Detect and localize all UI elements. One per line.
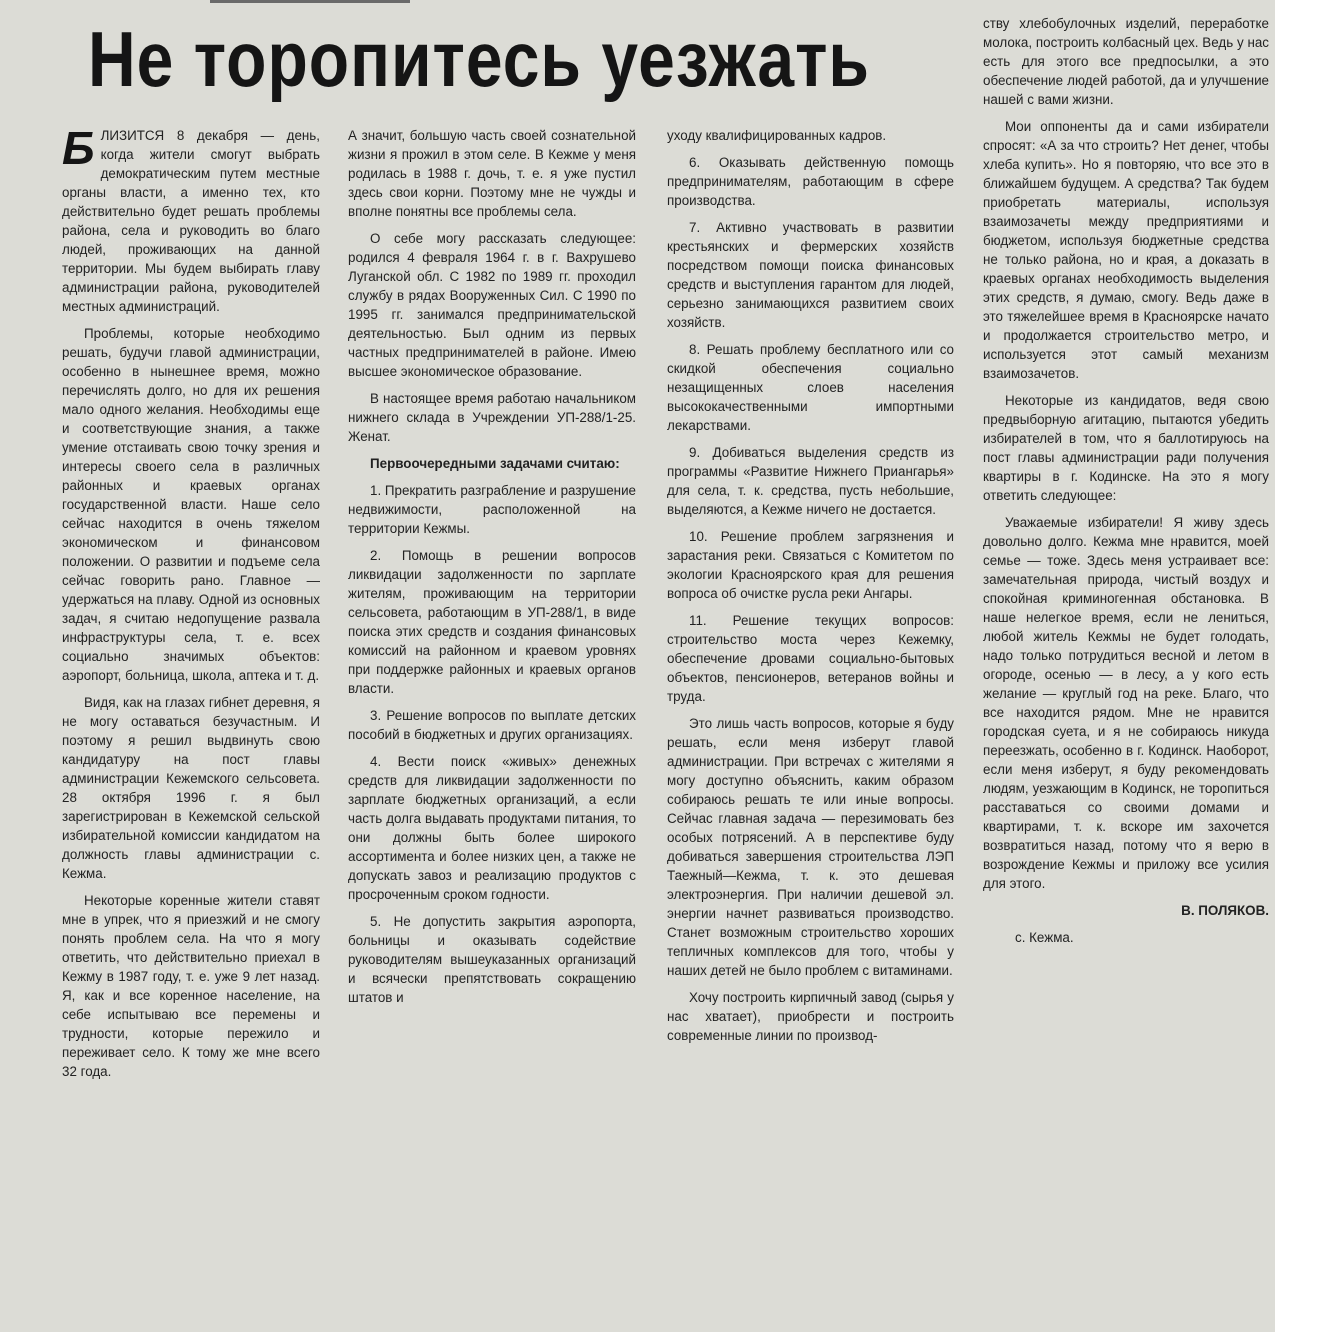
list-item: 11. Решение текущих вопросов: строительство моста через Кежемку, обеспечение дровами социально-бытовых объектов, пенсионеров, ветеранов войны и труда. [667, 613, 954, 704]
list-item: 7. Активно участвовать в развитии крестьянских и фермерских хозяйств посредством помощи поиска финансовых средств и выступления гарантом для людей, серьезно занимающихся развитием своих хозяйств. [667, 220, 954, 330]
paragraph: Некоторые из кандидатов, ведя свою предвыборную агитацию, пытаются убедить избирателей в том, что я баллотируюсь на пост главы администрации ради получения квартиры в г. Кодинске. На это я могу ответить следующее: [983, 393, 1269, 503]
column-1 [62, 126, 320, 1332]
paragraph: А значит, большую часть своей сознательной жизни я прожил в этом селе. В Кежме у меня родилась в 1988 г. дочь, т. е. я уже пустил здесь свои корни. Поэтому мне не чужды и вполне понятны все проблемы села. [348, 128, 636, 219]
list-item: 10. Решение проблем загрязнения и зарастания реки. Связаться с Комитетом по экологии Красноярского края для решения вопроса об очистке русла реки Ангары. [667, 529, 954, 601]
column-4 [983, 14, 1269, 1332]
page-margin [1275, 0, 1321, 1332]
paragraph: ству хлебобулочных изделий, переработке молока, построить колбасный цех. Ведь у нас есть для этого все предпосылки, а это обеспечение людей работой, да и улучшение нашей с вами жизни. [983, 16, 1269, 107]
list-item: 5. Не допустить закрытия аэропорта, больницы и оказывать содействие руководителям вышеуказанных организаций и всячески препятствовать сокращению штатов и [348, 914, 636, 1005]
paragraph: Уважаемые избиратели! Я живу здесь довольно долго. Кежма мне нравится, моей семье — тоже. Здесь меня устраивает все: замечательная природа, чистый воздух и спокойная криминогенная обстановка. В наше нелегкое время, если не лениться, любой житель Кежмы не будет голодать, надо только потрудиться весной и летом в огороде, осенью — в лесу, а у кого есть желание — круглый год на реке. Благо, что все находится рядом. Мне не нравится городская суета, и я не собираюсь никуда переезжать, особенно в г. Кодинск. Наоборот, если меня изберут, я буду рекомендовать людям, уезжающим в Кодинск, не торопиться расставаться со своими домами и квартирами, т. к. вскоре им захочется возвратиться назад, потому что я верю в возрождение Кежмы и приложу все усилия для этого. [983, 515, 1269, 891]
list-item: 1. Прекратить разграбление и разрушение недвижимости, расположенной на территории Кежмы. [348, 483, 636, 536]
list-item: 9. Добиваться выделения средств из программы «Развитие Нижнего Приангарья» для села, т. к. средства, пусть небольшие, выделяются, а Кежме ничего не достается. [667, 445, 954, 517]
paragraph: Хочу построить кирпичный завод (сырья у нас хватает), приобрести и построить современные линии по производ- [667, 990, 954, 1043]
section-heading: Первоочередными задачами считаю: [370, 456, 620, 471]
paragraph: В настоящее время работаю начальником нижнего склада в Учреждении УП-288/1-25. Женат. [348, 391, 636, 444]
paragraph: Мои оппоненты да и сами избиратели спросят: «А за что строить? Нет денег, чтобы хлеба купить». Но я повторяю, что все это в ближайшем будущем. А средства? Так будем приобретать материалы, используя взаимозачеты между предприятиями и бюджетом, используя бюджетные средства не только района, но и края, а доказать в краевых органах необходимость выделения этих средств, я думаю, смогу. Ведь даже в это тяжелейшее время в Красноярске начато и продолжается строительство метро, и используется этот самый механизм взаимозачетов. [983, 119, 1269, 381]
drop-cap: Б [62, 126, 95, 174]
paragraph: О себе могу рассказать следующее: родился 4 февраля 1964 г. в г. Вахрушево Луганской обл. С 1982 по 1989 гг. проходил службу в рядах Вооруженных Сил. С 1990 по 1995 гг. занимался предпринимательской деятельностью. Был одним из первых частных предпринимателей в районе. Имею высшее экономическое образование. [348, 231, 636, 379]
headline: Не торопитесь уезжать [88, 15, 870, 103]
column-2 [348, 126, 636, 1332]
list-item: 2. Помощь в решении вопросов ликвидации задолженности по зарплате жителям, проживающим на территории сельсовета, работающим в УП-288/1, в виде поиска этих средств и создания финансовых комиссий на районном и краевом уровнях при поддержке районных и краевых органов власти. [348, 548, 636, 696]
paragraph: Некоторые коренные жители ставят мне в упрек, что я приезжий и не смогу понять проблем села. На что я могу ответить, что действительно приехал в Кежму в 1987 году, т. е. уже 9 лет назад. Я, как и все коренное население, на себе испытываю все перемены и трудности, которые пережило и переживает село. К тому же мне всего 32 года. [62, 893, 320, 1079]
author-place: с. Кежма. [1015, 930, 1074, 945]
paragraph: БЛИЗИТСЯ 8 декабря — день, когда жители смогут выбрать демократическим путем местные органы власти, а именно тех, кто действительно будет решать проблемы района, села и руководить во благо людей, проживающих на данной территории. Мы будем выбирать главу администрации района, руководителей местных администраций. [62, 126, 320, 314]
list-item: 8. Решать проблему бесплатного или со скидкой обеспечения социально незащищенных слоев населения высококачественными импортными лекарствами. [667, 342, 954, 433]
paragraph: Это лишь часть вопросов, которые я буду решать, если меня изберут главой администрации. При встречах с жителями я могу доступно объяснить, каким образом собираюсь решать те или иные вопросы. Сейчас главная задача — перезимовать без особых потрясений. А в перспективе буду добиваться завершения строительства ЛЭП Таежный—Кежма, т. к. это дешевая электроэнергия. При наличии дешевой эл. энергии начнет развиваться производство. Станет возможным строительство хороших тепличных комплексов для того, чтобы у наших детей не было проблем с витаминами. [667, 716, 954, 978]
list-item: 4. Вести поиск «живых» денежных средств для ликвидации задолженности по зарплате бюджетных организаций, а если часть долга выдавать продуктами питания, то они должны быть более широкого ассортимента и более низких цен, а также не допускать завоз и реализацию продуктов с просроченным сроком годности. [348, 754, 636, 902]
top-rule [210, 0, 410, 3]
paragraph: Видя, как на глазах гибнет деревня, я не могу оставаться безучастным. И поэтому я решил выдвинуть свою кандидатуру на пост главы администрации Кежемского сельсовета. 28 октября 1996 г. я был зарегистрирован в Кежемской сельской избирательной комиссии кандидатом на должность главы администрации с. Кежма. [62, 695, 320, 881]
column-3 [667, 126, 954, 1332]
list-item: 6. Оказывать действенную помощь предпринимателям, работающим в сфере производства. [667, 155, 954, 208]
paragraph: уходу квалифицированных кадров. [667, 128, 887, 143]
paragraph: Проблемы, которые необходимо решать, будучи главой администрации, особенно в нынешнее время, можно перечислять долго, но для их решения мало одного желания. Необходимы еще и соответствующие знания, а также умение отстаивать свою точку зрения и интересы своего села в различных районных и краевых органах государственной власти. Наше село сейчас находится в очень тяжелом экономическом и финансовом положении. О развитии и подъеме села сейчас говорить рано. Главное — удержаться на плаву. Одной из основных задач, я считаю недопущение развала инфраструктуры села, т. е. всех социально значимых объектов: аэропорт, больница, школа, аптека и т. д. [62, 326, 320, 683]
author-signature: В. ПОЛЯКОВ. [1181, 903, 1269, 918]
list-item: 3. Решение вопросов по выплате детских пособий в бюджетных и других организациях. [348, 708, 636, 742]
